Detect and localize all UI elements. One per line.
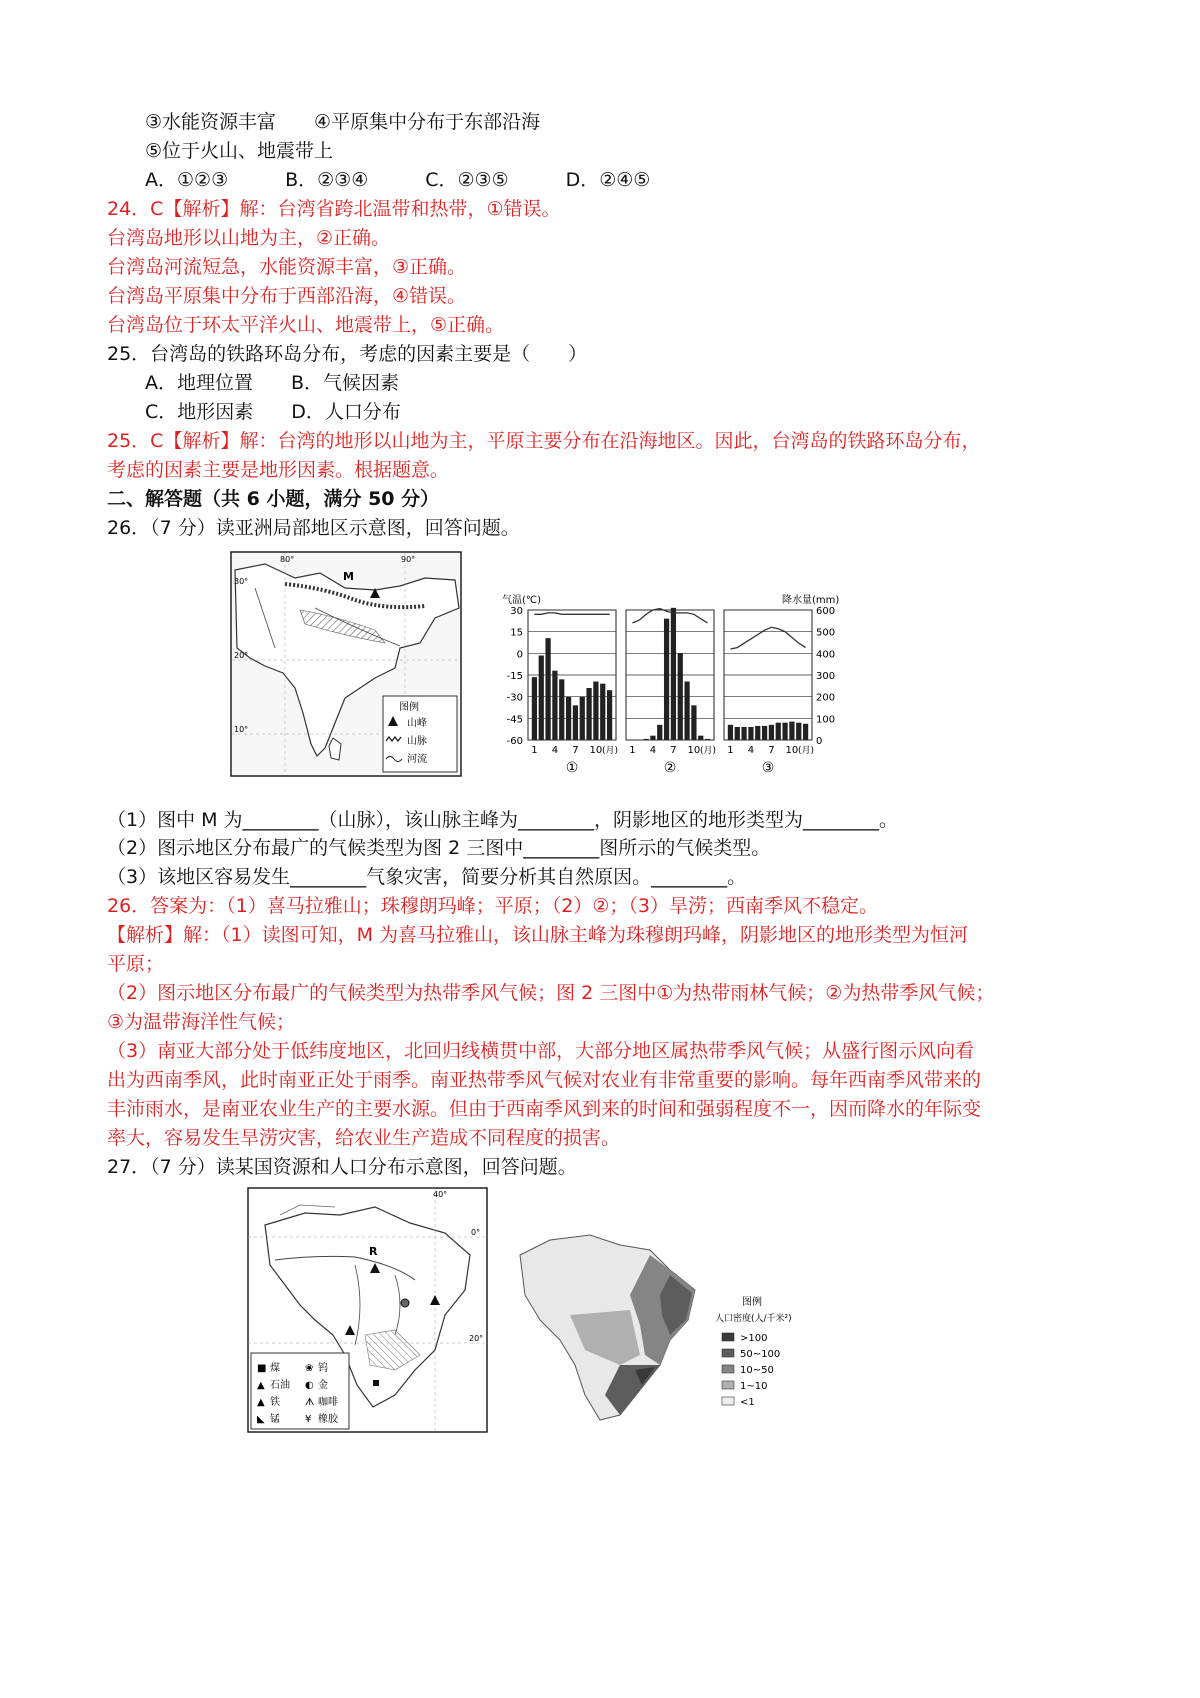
legend-symbol-icon: ▲ <box>257 1380 265 1391</box>
q26-analysis-7: 丰沛雨水，是南亚农业生产的主要水源。但由于西南季风到来的时间和强弱程度不一，因而降水的年际变 <box>107 1098 982 1120</box>
legend-symbol-icon: ᗑ <box>305 1397 315 1408</box>
x-tick-label: 10 <box>589 745 603 756</box>
q26-stem: 26．（7 分）读亚洲局部地区示意图，回答问题。 <box>107 517 520 539</box>
precipitation-bar <box>789 722 794 740</box>
x-unit-label: (月) <box>601 746 619 756</box>
y-left-title: 气温(℃) <box>502 595 542 606</box>
precipitation-bar <box>684 682 689 741</box>
pop-legend-label: >100 <box>740 1333 768 1344</box>
precipitation-bar <box>580 697 585 740</box>
precipitation-bar <box>650 736 655 740</box>
legend-symbol-label: 金 <box>318 1380 328 1391</box>
precipitation-bar <box>643 739 648 740</box>
precipitation-bar <box>532 677 537 740</box>
y-right-title: 降水量(mm) <box>782 595 840 606</box>
legend-symbol-label: 锰 <box>270 1414 280 1425</box>
map-lat-30: 30° <box>234 577 249 586</box>
x-tick-label: 7 <box>572 745 579 756</box>
pop-legend-label: <1 <box>740 1397 755 1408</box>
precipitation-bar <box>539 656 544 741</box>
pop-legend-swatch <box>722 1333 734 1341</box>
legend-symbol-label: 橡胶 <box>318 1414 338 1425</box>
q26-sub1: （1）图中 M 为________（山脉），该山脉主峰为________，阴影地区的地形类型为________。 <box>107 809 899 831</box>
q26-answer: 26．答案为：（1）喜马拉雅山；珠穆朗玛峰；平原；（2）②；（3）旱涝；西南季风不稳定。 <box>107 895 878 917</box>
q26-analysis-6: 出为西南季风，此时南亚正处于雨季。南亚热带季风气候对农业有非常重要的影响。每年西南季风带来的 <box>107 1069 982 1091</box>
pop-legend-swatch <box>722 1381 734 1389</box>
legend-symbol-icon: ❀ <box>305 1363 314 1374</box>
left-tick-label: -30 <box>506 692 523 704</box>
x-tick-label: 4 <box>551 745 559 756</box>
map1-lat-20: 20° <box>469 1334 484 1343</box>
precipitation-bar <box>755 726 760 740</box>
precipitation-bar <box>762 726 767 740</box>
precipitation-bar <box>705 739 710 740</box>
precipitation-bar <box>796 723 801 740</box>
x-tick-label: 7 <box>670 745 677 756</box>
pop-legend-label: 1~10 <box>740 1381 768 1392</box>
legend-symbol-label: 石油 <box>270 1380 290 1391</box>
map-lon-90: 90° <box>401 555 416 564</box>
precipitation-bar <box>607 690 612 740</box>
precipitation-bar <box>735 727 740 740</box>
precipitation-bar <box>545 638 550 740</box>
x-unit-label: (月) <box>699 746 717 756</box>
left-tick-label: -45 <box>506 714 523 726</box>
right-tick-label: 200 <box>816 692 836 704</box>
q27-stem: 27．（7 分）读某国资源和人口分布示意图，回答问题。 <box>107 1156 577 1178</box>
precipitation-bar <box>600 684 605 740</box>
precipitation-bar <box>559 679 564 740</box>
legend-symbol-icon: ■ <box>257 1363 267 1374</box>
precipitation-bar <box>671 608 676 740</box>
right-tick-label: 600 <box>816 606 836 617</box>
left-tick-label: 0 <box>516 649 523 661</box>
precipitation-bar <box>691 705 696 740</box>
resource-map <box>245 1185 490 1435</box>
precipitation-bar <box>586 688 591 740</box>
q26-analysis-4: ③为温带海洋性气候； <box>107 1011 296 1033</box>
map1-lat-0: 0° <box>471 1228 481 1237</box>
x-tick-label: 4 <box>649 745 657 756</box>
legend-title: 图例 <box>399 702 419 713</box>
q26-analysis-1: 【解析】解：（1）读图可知，M 为喜马拉雅山，该山脉主峰为珠穆朗玛峰，阴影地区的地形类型为恒河 <box>107 924 969 946</box>
precipitation-bar <box>593 682 598 741</box>
coal-icon <box>373 1380 379 1386</box>
x-tick-label: 10 <box>785 745 799 756</box>
q25-choices-1: A．地理位置 B．气候因素 <box>145 372 400 394</box>
pop-legend-label: 10~50 <box>740 1365 774 1376</box>
precipitation-bar <box>748 727 753 740</box>
q24-option-line-1: ③水能资源丰富 ④平原集中分布于东部沿海 <box>145 111 541 133</box>
q26-analysis-5: （3）南亚大部分处于低纬度地区，北回归线横贯中部，大部分地区属热带季风气候；从盛行图示风向看 <box>107 1040 975 1062</box>
pop-legend-swatch <box>722 1365 734 1373</box>
x-tick-label: 7 <box>768 745 775 756</box>
x-tick-label: 1 <box>531 745 538 756</box>
precipitation-bar <box>566 697 571 740</box>
precipitation-bar <box>552 671 557 740</box>
q26-analysis-3: （2）图示地区分布最广的气候类型为热带季风气候；图 2 三图中①为热带雨林气候；②为热带季风气候； <box>107 982 995 1004</box>
map-lon-80: 80° <box>280 555 295 564</box>
precipitation-bar <box>698 736 703 740</box>
precipitation-bar <box>657 725 662 740</box>
left-tick-label: -60 <box>506 736 523 747</box>
right-tick-label: 0 <box>816 736 823 747</box>
pop-legend-title: 图例 <box>742 1297 762 1308</box>
q26-sub3: （3）该地区容易发生________气象灾害，简要分析其自然原因。________。 <box>107 866 747 888</box>
q25-answer-line-2: 考虑的因素主要是地形因素。根据题意。 <box>107 459 450 481</box>
q25-answer-line-1: 25．C【解析】解：台湾的地形以山地为主，平原主要分布在沿海地区。因此，台湾岛的铁路环岛分布， <box>107 430 981 452</box>
south-asia-map <box>225 548 467 780</box>
x-tick-label: 1 <box>727 745 734 756</box>
precipitation-bar <box>741 727 746 740</box>
right-tick-label: 400 <box>816 649 836 661</box>
precipitation-bar <box>573 705 578 740</box>
legend-symbol-label: 咖啡 <box>318 1397 338 1408</box>
right-tick-label: 100 <box>816 714 836 726</box>
q25-stem: 25．台湾岛的铁路环岛分布，考虑的因素主要是（ ） <box>107 343 588 365</box>
legend-symbol-icon: ▲ <box>257 1397 265 1408</box>
left-tick-label: 15 <box>510 627 523 639</box>
map-label-m: M <box>343 570 354 583</box>
q24-answer-line-2: 台湾岛地形以山地为主，②正确。 <box>107 227 391 249</box>
pop-legend-swatch <box>722 1349 734 1357</box>
right-tick-label: 500 <box>816 627 836 639</box>
legend-river-label: 河流 <box>407 754 427 765</box>
q26-analysis-8: 率大，容易发生旱涝灾害，给农业生产造成不同程度的损害。 <box>107 1127 621 1149</box>
population-map <box>510 1215 840 1435</box>
panel-label: ② <box>663 760 677 776</box>
left-tick-label: -15 <box>506 671 523 682</box>
precipitation-bar <box>769 725 774 740</box>
panel-label: ③ <box>761 760 775 776</box>
legend-symbol-icon: ¥ <box>305 1414 312 1425</box>
map-lat-10: 10° <box>234 725 249 734</box>
map-legend <box>383 696 457 772</box>
x-tick-label: 1 <box>629 745 636 756</box>
q24-answer-line-1: 24．C【解析】解：台湾省跨北温带和热带，①错误。 <box>107 198 561 220</box>
left-tick-label: 30 <box>510 606 523 617</box>
right-tick-label: 300 <box>816 671 836 682</box>
legend-peak-label: 山峰 <box>407 718 427 729</box>
precipitation-bar <box>664 619 669 740</box>
precipitation-bar <box>728 725 733 740</box>
q26-analysis-2: 平原； <box>107 953 165 975</box>
map-lat-20: 20° <box>234 651 249 660</box>
x-unit-label: (月) <box>797 746 815 756</box>
q24-answer-line-5: 台湾岛位于环太平洋火山、地震带上，⑤正确。 <box>107 314 505 336</box>
precipitation-bar <box>776 723 781 740</box>
legend-symbol-icon: ◐ <box>305 1380 314 1391</box>
map1-label-r: R <box>369 1245 378 1258</box>
q24-answer-line-4: 台湾岛平原集中分布于西部沿海，④错误。 <box>107 285 467 307</box>
pop-legend-label: 50~100 <box>740 1349 781 1360</box>
pop-legend-swatch <box>722 1397 734 1405</box>
legend-symbol-label: 铁 <box>270 1397 280 1408</box>
pop-legend-sub: 人口密度(人/千米²) <box>715 1314 792 1324</box>
q24-answer-line-3: 台湾岛河流短急，水能资源丰富，③正确。 <box>107 256 467 278</box>
panel-label: ① <box>565 760 579 776</box>
precipitation-bar <box>803 724 808 740</box>
map1-lon-40: 40° <box>433 1190 448 1199</box>
precipitation-bar <box>678 653 683 740</box>
section-heading: 二、解答题（共 6 小题，满分 50 分） <box>107 488 440 510</box>
resource-legend <box>251 1353 349 1429</box>
legend-range-label: 山脉 <box>407 736 427 747</box>
q25-choices-2: C．地形因素 D．人口分布 <box>145 401 401 423</box>
population-legend <box>715 1295 792 1408</box>
q26-sub2: （2）图示地区分布最广的气候类型为图 2 三图中________图所示的气候类型。 <box>107 837 771 859</box>
legend-symbol-icon: ◣ <box>257 1414 265 1425</box>
x-tick-label: 4 <box>747 745 755 756</box>
legend-symbol-label: 钨 <box>318 1363 328 1374</box>
precipitation-bar <box>782 723 787 740</box>
q24-choices: A．①②③ B．②③④ C．②③⑤ D．②④⑤ <box>145 169 651 191</box>
gold-icon <box>401 1299 409 1307</box>
q24-option-line-2: ⑤位于火山、地震带上 <box>145 140 334 162</box>
x-tick-label: 10 <box>687 745 701 756</box>
legend-symbol-label: 煤 <box>270 1363 280 1374</box>
climate-charts <box>490 580 850 780</box>
